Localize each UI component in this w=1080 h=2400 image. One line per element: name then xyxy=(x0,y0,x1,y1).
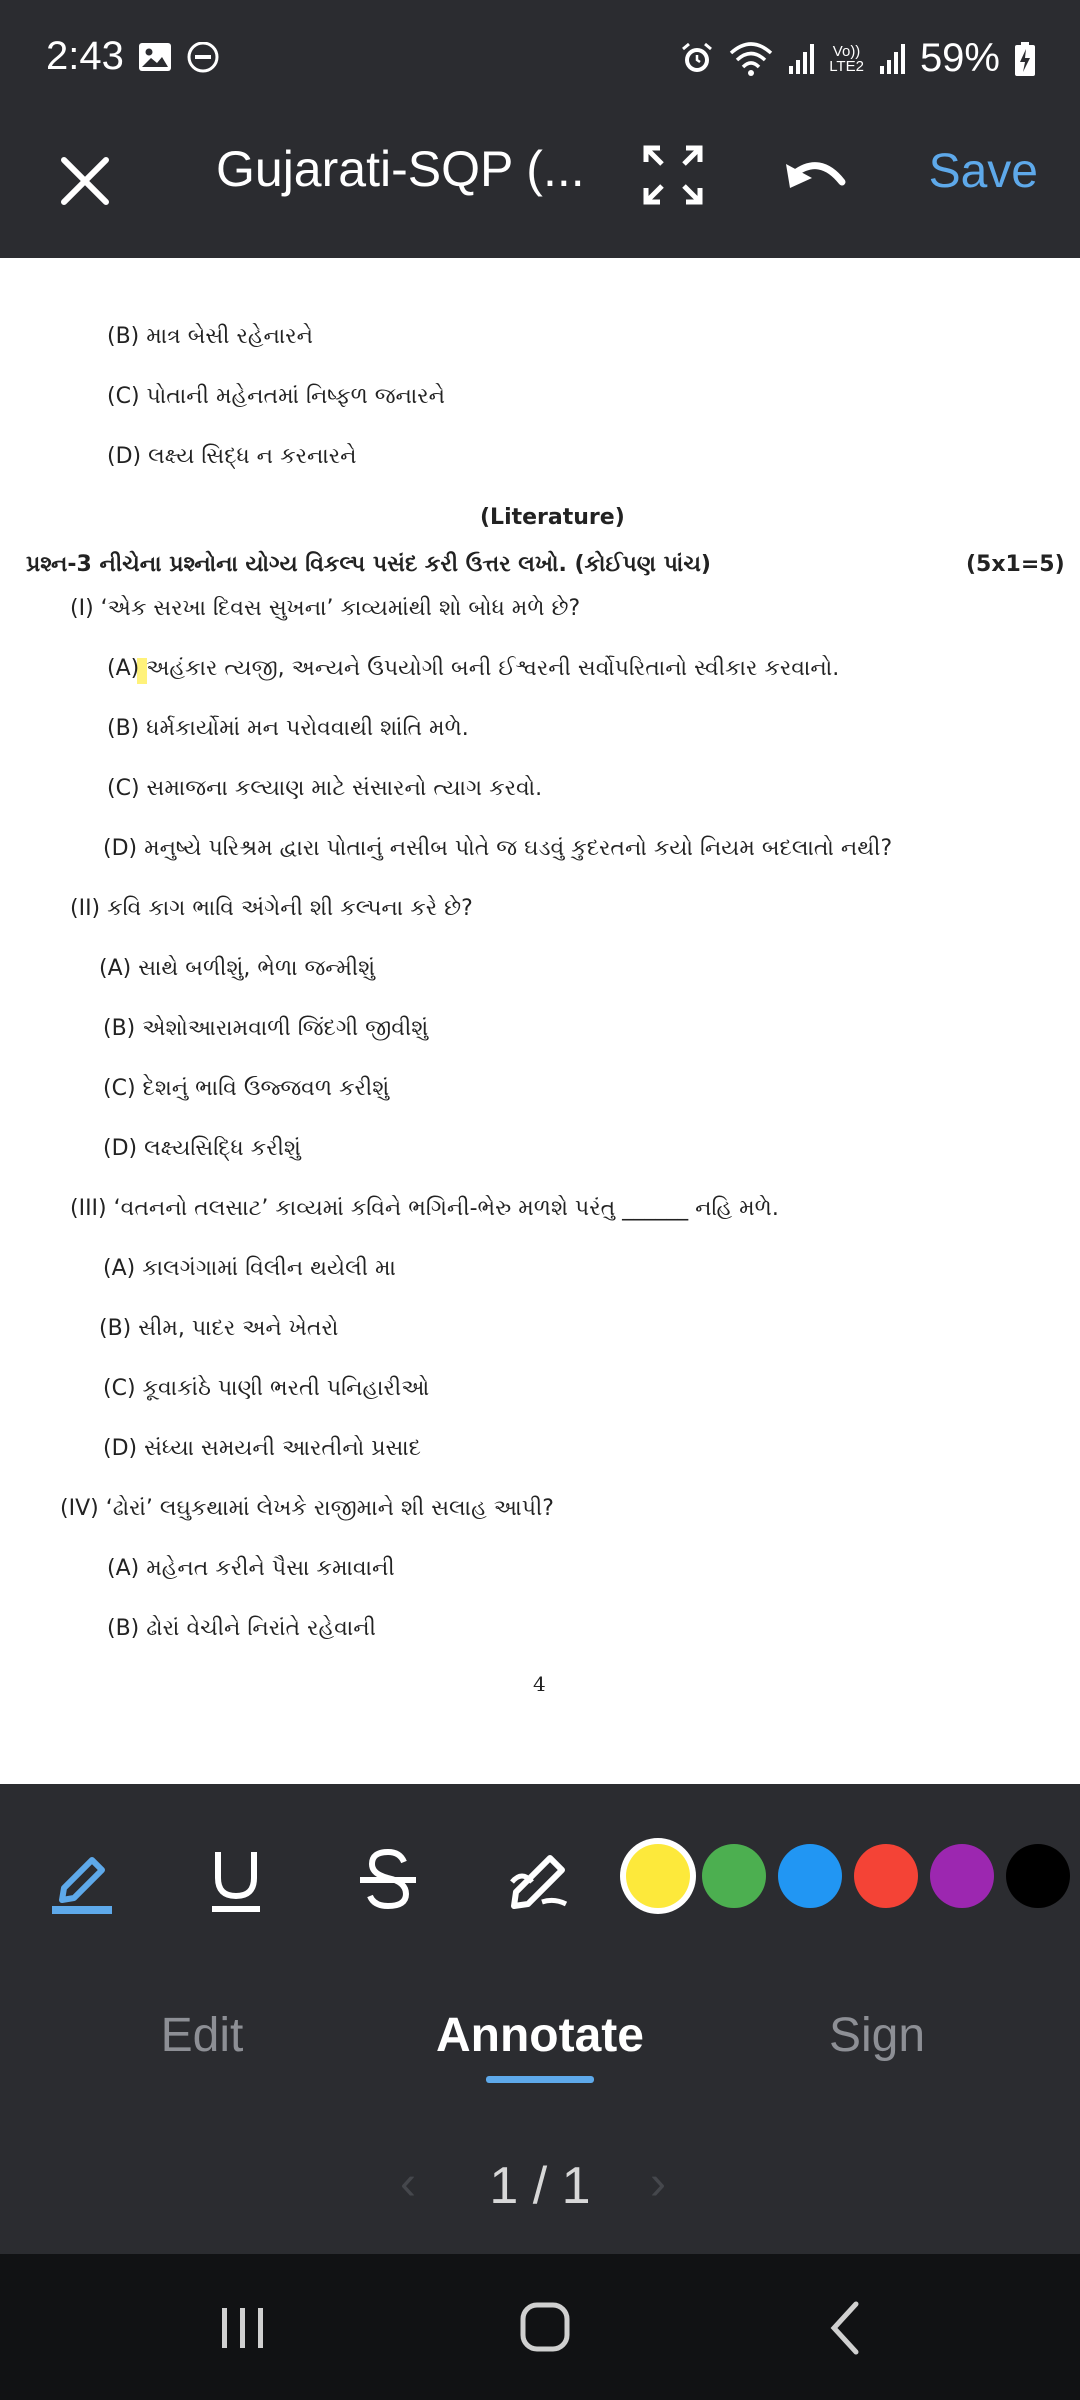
option-line: (A) સાથે બળીશું, ભેળા જન્મીશું xyxy=(99,956,376,981)
option-line: (D) મનુષ્યે પરિશ્રમ દ્વારા પોતાનું નસીબ પોતે જ ઘડવું કુદરતનો કયો નિયમ બદલાતો નથી? xyxy=(103,836,893,861)
status-bar xyxy=(0,0,1080,120)
home-icon[interactable] xyxy=(510,2298,580,2358)
section-heading: (Literature) xyxy=(480,505,625,530)
question-heading: પ્રશ્ન-3 નીચેના પ્રશ્નોના યોગ્ય વિકલ્પ પસંદ કરી ઉત્તર લખો. (કોઈપણ પાંચ) xyxy=(26,552,711,577)
option-line: (C) સમાજના કલ્યાણ માટે સંસારનો ત્યાગ કરવો. xyxy=(107,776,543,801)
undo-icon[interactable] xyxy=(780,142,852,214)
option-line: (B) ઢોરાં વેચીને નિરાંતે રહેવાની xyxy=(107,1616,376,1641)
option-line: (C) કૂવાકાંઠે પાણી ભરતી પનિહારીઓ xyxy=(103,1376,430,1401)
tab-sign[interactable]: Sign xyxy=(828,2009,926,2062)
back-icon[interactable] xyxy=(812,2298,882,2358)
battery-percent: 59% xyxy=(919,36,1000,80)
system-nav-bar xyxy=(0,2254,1080,2400)
dnd-icon xyxy=(186,42,220,76)
question-line: (II) કવિ કાગ ભાવિ અંગેની શી કલ્પના કરે છે? xyxy=(70,896,473,921)
color-swatch-red[interactable] xyxy=(854,1844,918,1908)
alarm-icon xyxy=(679,41,715,77)
signal-icon xyxy=(878,42,906,76)
color-swatch-yellow[interactable] xyxy=(626,1844,690,1908)
page-number: 4 xyxy=(533,1672,546,1696)
top-toolbar xyxy=(0,120,1080,258)
wifi-icon xyxy=(729,41,773,77)
option-line: (D) લક્ષ્યસિદ્ધિ કરીશું xyxy=(103,1136,301,1161)
color-swatch-purple[interactable] xyxy=(930,1844,994,1908)
option-line: (B) એશોઆરામવાળી જિંદગી જીવીશું xyxy=(103,1016,429,1041)
recents-icon[interactable] xyxy=(208,2298,278,2358)
option-line: (D) સંધ્યા સમયની આરતીનો પ્રસાદ xyxy=(103,1436,421,1461)
document-line: (B) માત્ર બેસી રહેનારને xyxy=(107,324,314,349)
option-line: (B) સીમ, પાદર અને ખેતરો xyxy=(99,1316,339,1341)
save-button[interactable]: Save xyxy=(928,145,1038,198)
draw-icon[interactable] xyxy=(502,1842,578,1918)
tab-edit[interactable]: Edit xyxy=(160,2009,244,2062)
question-line: (IV) ‘ઢોરાં’ લઘુકથામાં લેખકે રાજીમાને શી સલાહ આપી? xyxy=(60,1496,554,1521)
document-line: (D) લક્ષ્ય સિદ્ધ ન કરનારને xyxy=(107,444,357,469)
status-time: 2:43 xyxy=(46,34,124,78)
color-swatch-green[interactable] xyxy=(702,1844,766,1908)
color-swatch-black[interactable] xyxy=(1006,1844,1070,1908)
color-swatch-blue[interactable] xyxy=(778,1844,842,1908)
network-indicator: Vo)) LTE2 xyxy=(829,42,864,75)
option-line: (A) અહંકાર ત્યજી, અન્યને ઉપયોગી બની ઈશ્વરની સર્વોપરિતાનો સ્વીકાર કરવાનો. xyxy=(107,656,839,681)
annotation-toolbar xyxy=(0,1784,1080,1974)
highlighter-icon[interactable] xyxy=(44,1842,120,1918)
close-icon[interactable] xyxy=(50,146,120,216)
document-line: (C) પોતાની મહેનતમાં નિષ્ફળ જનારને xyxy=(107,384,446,409)
question-line: (III) ‘વતનનો તલસાટ’ કાવ્યમાં કવિને ભગિની-ભેરુ મળશે પરંતુ ______ નહિ મળે. xyxy=(70,1196,779,1221)
fullscreen-icon[interactable] xyxy=(640,142,706,208)
previous-page-button[interactable]: ‹ xyxy=(400,2157,416,2210)
next-page-button[interactable]: › xyxy=(650,2157,666,2210)
signal-icon xyxy=(787,42,815,76)
option-line: (B) ધર્મકાર્યોમાં મન પરોવવાથી શાંતિ મળે. xyxy=(107,716,469,741)
underline-icon[interactable] xyxy=(198,1842,274,1918)
battery-charging-icon xyxy=(1014,41,1036,77)
option-line: (A) કાલગંગામાં વિલીન થયેલી મા xyxy=(103,1256,396,1281)
marks-label: (5x1=5) xyxy=(966,552,1065,577)
page-indicator: 1 / 1 xyxy=(489,2157,591,2215)
document-page[interactable] xyxy=(0,258,1080,1784)
strikethrough-icon[interactable] xyxy=(350,1842,426,1918)
tab-annotate[interactable]: Annotate xyxy=(436,2009,644,2062)
image-icon xyxy=(138,42,172,72)
option-line: (A) મહેનત કરીને પૈસા કમાવાની xyxy=(107,1556,395,1581)
option-line: (C) દેશનું ભાવિ ઉજ્જવળ કરીશું xyxy=(103,1076,390,1101)
mode-tabs xyxy=(0,1974,1080,2104)
question-line: (I) ‘એક સરખા દિવસ સુખના’ કાવ્યમાંથી શો બોધ મળે છે? xyxy=(70,596,581,621)
document-title: Gujarati-SQP (... xyxy=(216,141,585,197)
page-navigator xyxy=(0,2104,1080,2254)
active-tab-indicator xyxy=(486,2076,594,2083)
